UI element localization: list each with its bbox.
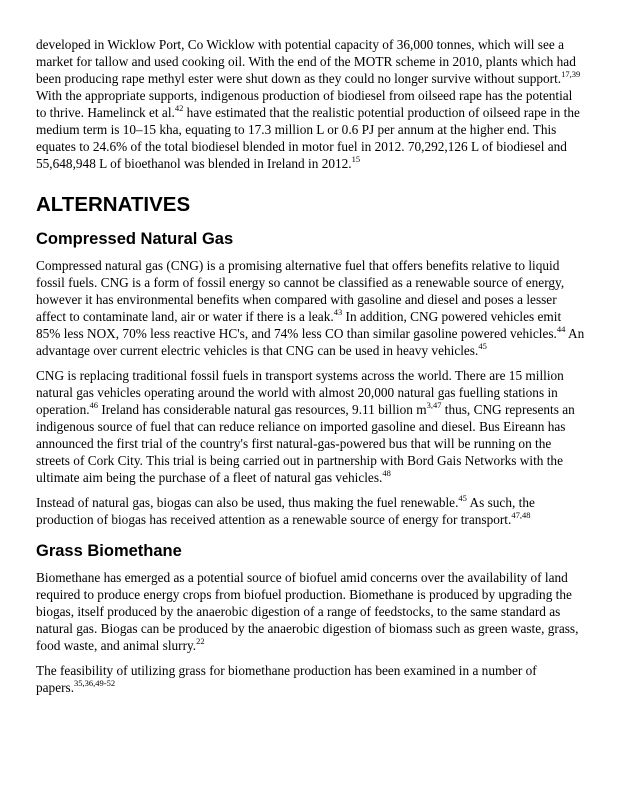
section-heading-alternatives: ALTERNATIVES (36, 193, 191, 216)
citation: 46 (89, 399, 99, 410)
grass-paragraph-1: Biomethane has emerged as a potential source of biofuel amid concerns over the availability of land required to produce energy crops from biofuel production. Biomethane is produced by upgrading the biogas, itself produced by the anaerobic digestion of a range of feedstocks, to the same standard as natural gas. Biogas can be produced by the anaerobic digestion of biomass such as green waste, grass, food waste, and animal slurry.$^{22}$ (36, 570, 579, 653)
citation: 35,36,49-52 (74, 677, 116, 688)
citation: 47,48 (511, 509, 531, 520)
citation: 45 (478, 340, 487, 351)
citation: 43 (333, 306, 343, 317)
grass-paragraph-2: The feasibility of utilizing grass for biomethane production has been examined in a number of papers.$^{35,36,49-52}$ (36, 663, 537, 695)
subsection-heading-cng: Compressed Natural Gas (36, 230, 234, 248)
document-page (36, 36, 586, 704)
cng-paragraph-3: Instead of natural gas, biogas can also be used, thus making the fuel renewable.$^{45}$ As such, the production of biogas has received attention as a renewable source of energy for transport.$^{47,48}$ (36, 492, 535, 527)
cng-paragraph-1: Compressed natural gas (CNG) is a promising alternative fuel that offers benefits relative to liquid fossil fuels. CNG is a form of fossil energy so cannot be classified as a renewable source of energy, however it has environmental benefits when compared with gasoline and diesel and poses a lesser affect to contaminate land, air or water if there is a leak.$^{43}$ In addition, CNG powered vehicles emit 85% less NOX, 70% less reactive HC's, and 74% less CO than similar gasoline powered vehicles.$^{44}$ An advantage over current electric vehicles is that CNG can be used in heavy vehicles.$^{45}$ (36, 258, 585, 358)
citation: 42 (174, 102, 184, 113)
intro-paragraph: developed in Wicklow Port, Co Wicklow with potential capacity of 36,000 tonnes, which will see a market for tallow and used cooking oil. With the end of the MOTR scheme in 2010, plants which had been producing rape methyl ester were shut down as they could no longer survive without support.$^{17,39}$ With the appropriate supports, indigenous production of biodiesel from oilseed rape has the potential to thrive. Hamelinck et al.$^{42}$ have estimated that the realistic potential production of oilseed rape in the medium term is 10–15 kha, equating to 17.3 million L or 0.6 PJ per annum at the higher end. This equates to 24.6% of the total biodiesel blended in motor fuel in 2012. 70,292,126 L of biodiesel and 55,648,948 L of bioethanol was blended in Ireland in 2012.15 (36, 37, 581, 171)
citation: 22 (196, 635, 205, 646)
citation: 3,47 (426, 399, 442, 410)
citation: 45 (458, 492, 467, 503)
citation: 48 (382, 467, 391, 478)
citation: 17,39 (561, 68, 581, 79)
citation: 44 (556, 323, 566, 334)
cng-paragraph-2: CNG is replacing traditional fossil fuels in transport systems across the world. There are 15 million natural gas vehicles operating around the world with almost 20,000 natural gas fuelling stations in operation.$^{46}$ Ireland has considerable natural gas resources, 9.11 billion $m^{3,47}$ thus, CNG represents an indigenous source of fuel that can reduce reliance on imported gasoline and diesel. Bus Eireann has announced the first trial of the country's first natural-gas-powered bus that will be running on the streets of Cork City. This trial is being carried out in partnership with Bord Gais Networks with the ultimate aim being the purchase of a fleet of natural gas vehicles.$^{48}$ (36, 368, 575, 485)
subsection-heading-grass-biomethane: Grass Biomethane (36, 542, 182, 560)
citation: 15 (351, 153, 361, 164)
